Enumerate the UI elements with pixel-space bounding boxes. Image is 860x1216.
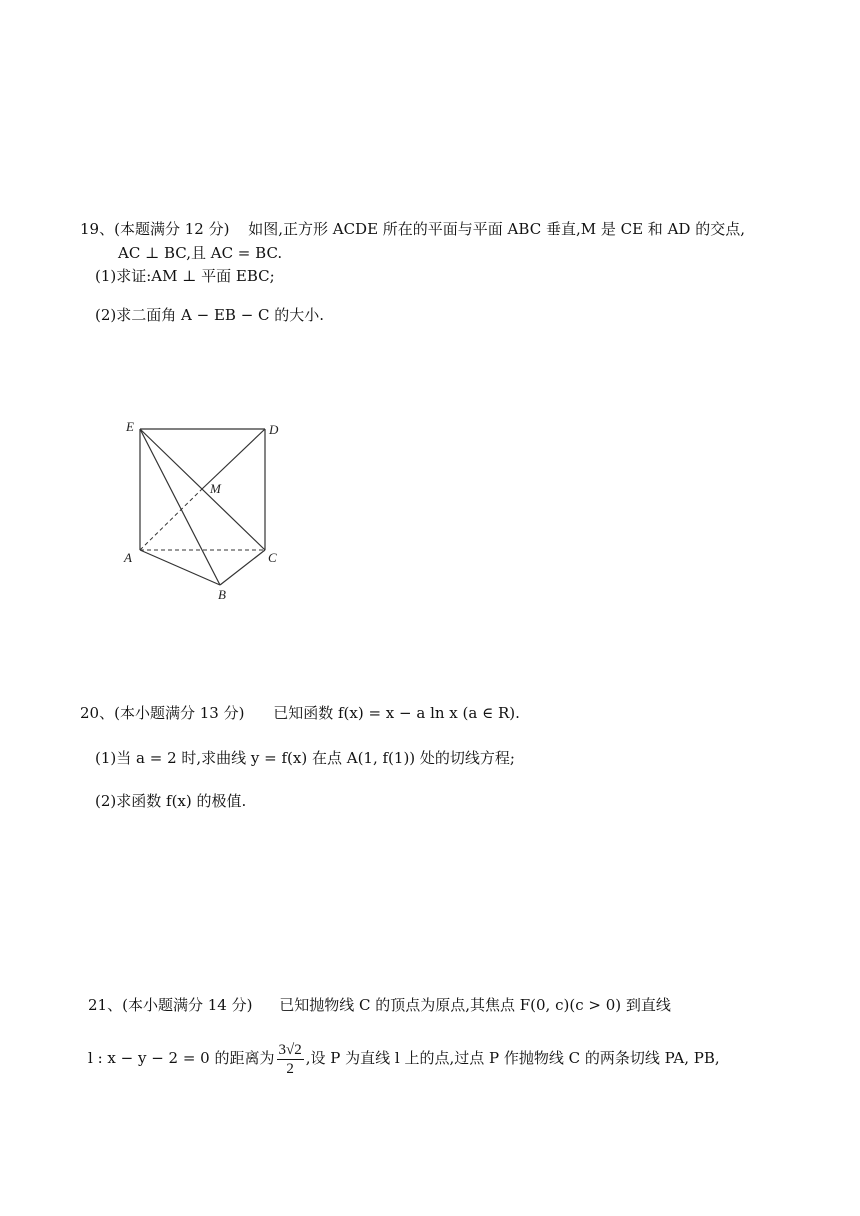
- edge-MD: [202, 429, 265, 489]
- q19-header: [80, 218, 745, 240]
- q21-stem-line2: [88, 1038, 720, 1078]
- q21-stem-line2-a: l : x − y − 2 = 0 的距离为: [88, 1049, 275, 1067]
- edge-AB: [140, 550, 220, 585]
- q21-stem-line1: 已知抛物线 C 的顶点为原点,其焦点 F(0, c)(c > 0) 到直线: [279, 996, 671, 1014]
- q19-stem-line1: 如图,正方形 ACDE 所在的平面与平面 ABC 垂直,M 是 CE 和 AD 的交点,: [248, 220, 745, 238]
- q20-header: 20、(本小题满分 13 分): [80, 704, 245, 722]
- edge-CB: [220, 550, 265, 585]
- q21-frac-denominator: 2: [286, 1060, 294, 1077]
- q19-header-text: 19、(本题满分 12 分): [80, 220, 230, 238]
- q21-frac-numerator: 3√2: [278, 1041, 302, 1058]
- q20-part2: (2)求函数 f(x) 的极值.: [95, 792, 247, 810]
- label-D: D: [269, 422, 279, 437]
- q20-stem: 已知函数 f(x) = x − a ln x (a ∈ R).: [273, 704, 520, 722]
- q19-geometry-figure: [118, 415, 298, 610]
- edge-EB: [140, 429, 220, 585]
- q19-part2: (2)求二面角 A − EB − C 的大小.: [95, 306, 325, 324]
- q21-header: 21、(本小题满分 14 分): [88, 996, 253, 1014]
- q21-stem-line2-b: ,设 P 为直线 l 上的点,过点 P 作抛物线 C 的两条切线 PA, PB,: [305, 1049, 720, 1067]
- q19-stem-line2: AC ⊥ BC,且 AC = BC.: [118, 244, 283, 262]
- q20-header-line: [80, 702, 520, 724]
- label-M: M: [210, 481, 221, 496]
- q20-part1: (1)当 a = 2 时,求曲线 y = f(x) 在点 A(1, f(1)) 处的切线方程;: [95, 749, 515, 767]
- q21-header-line: [88, 994, 671, 1016]
- edge-AM-hidden: [140, 489, 202, 550]
- label-E: E: [126, 419, 134, 434]
- label-A: A: [124, 550, 132, 565]
- label-B: B: [218, 587, 226, 602]
- q19-part1: (1)求证:AM ⊥ 平面 EBC;: [95, 267, 275, 285]
- q21-distance-fraction: [277, 1041, 304, 1078]
- label-C: C: [268, 550, 277, 565]
